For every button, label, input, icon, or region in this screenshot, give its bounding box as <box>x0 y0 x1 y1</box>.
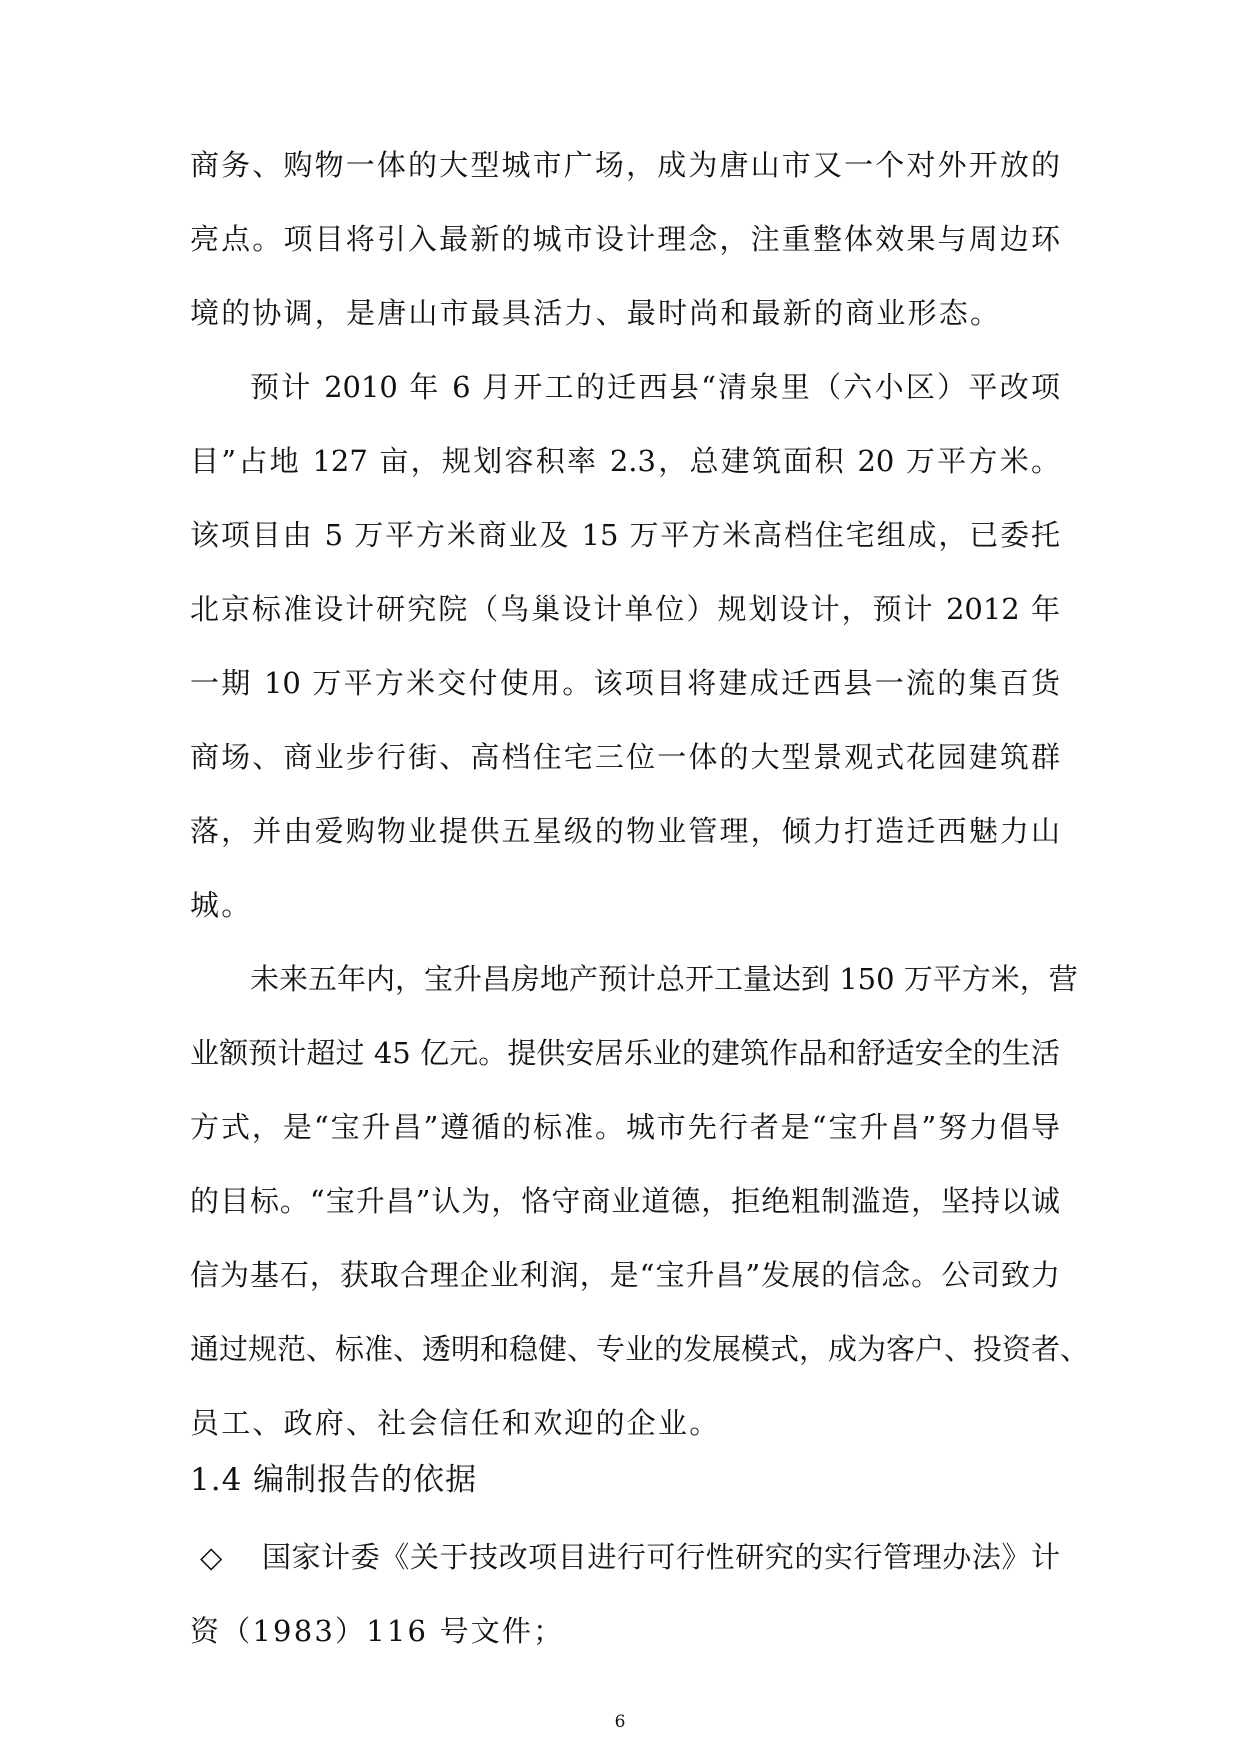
paragraph-2-line-2: 目”占地 127 亩，规划容积率 2.3，总建筑面积 20 万平方米。 <box>190 444 1060 478</box>
paragraph-2-line-8: 城。 <box>190 888 253 922</box>
paragraph-2-line-3: 该项目由 5 万平方米商业及 15 万平方米高档住宅组成，已委托 <box>190 518 1060 552</box>
bullet-item-1-line-1 <box>190 1520 1060 1594</box>
paragraph-1-line-3: 境的协调，是唐山市最具活力、最时尚和最新的商业形态。 <box>190 296 1002 330</box>
paragraph-3-line-7: 员工、政府、社会信任和欢迎的企业。 <box>190 1406 721 1440</box>
paragraph-3-line-3: 方式，是“宝升昌”遵循的标准。城市先行者是“宝升昌”努力倡导 <box>190 1110 1060 1144</box>
paragraph-3-line-1: 未来五年内，宝升昌房地产预计总开工量达到 150 万平方米，营 <box>250 962 1078 996</box>
page-number: 6 <box>614 1712 626 1732</box>
paragraph-1-line-2: 亮点。项目将引入最新的城市设计理念，注重整体效果与周边环 <box>190 222 1060 256</box>
paragraph-3-line-4: 的目标。“宝升昌”认为，恪守商业道德，拒绝粗制滥造，坚持以诚 <box>190 1184 1060 1218</box>
paragraph-2-line-5: 一期 10 万平方米交付使用。该项目将建成迁西县一流的集百货 <box>190 666 1060 700</box>
paragraph-3-line-6: 通过规范、标准、透明和稳健、专业的发展模式，成为客户、投资者、 <box>190 1332 1090 1366</box>
section-heading: 1.4 编制报告的依据 <box>190 1462 478 1498</box>
bullet-item-1-text-line-2: 资（1983）116 号文件； <box>190 1614 565 1648</box>
paragraph-2-line-6: 商场、商业步行街、高档住宅三位一体的大型景观式花园建筑群 <box>190 740 1060 774</box>
paragraph-2-line-7: 落，并由爱购物业提供五星级的物业管理，倾力打造迁西魅力山 <box>190 814 1060 848</box>
bullet-item-1-text-line-1: 国家计委《关于技改项目进行可行性研究的实行管理办法》计 <box>262 1540 1060 1574</box>
paragraph-3-line-2: 业额预计超过 45 亿元。提供安居乐业的建筑作品和舒适安全的生活 <box>190 1036 1060 1070</box>
paragraph-2-line-1: 预计 2010 年 6 月开工的迁西县“清泉里（六小区）平改项 <box>250 370 1060 404</box>
diamond-bullet-icon: ◇ <box>200 1540 223 1574</box>
paragraph-1-line-1: 商务、购物一体的大型城市广场，成为唐山市又一个对外开放的 <box>190 148 1060 182</box>
paragraph-3-line-5: 信为基石，获取合理企业利润，是“宝升昌”发展的信念。公司致力 <box>190 1258 1060 1292</box>
paragraph-2-line-4: 北京标准设计研究院（鸟巢设计单位）规划设计，预计 2012 年 <box>190 592 1060 626</box>
